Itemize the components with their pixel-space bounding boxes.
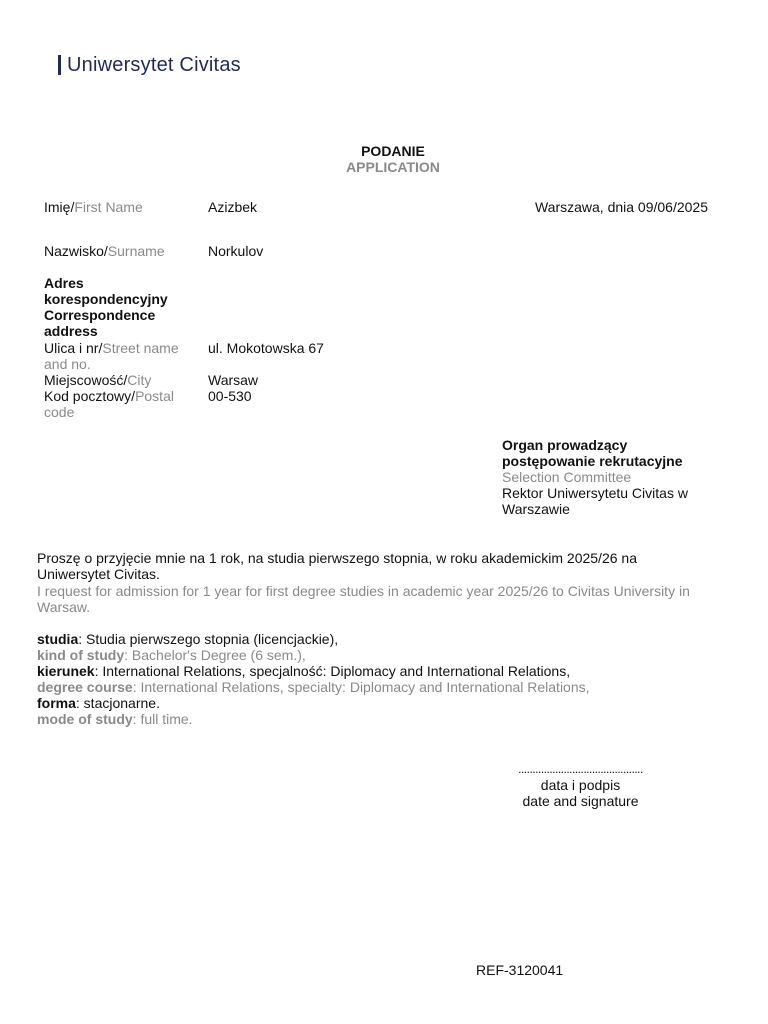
forma-label: forma (37, 695, 76, 711)
forma-line (37, 695, 737, 711)
address-heading (44, 275, 184, 339)
signature-label-en: date and signature (522, 793, 639, 809)
surname-label-en: Surname (107, 243, 165, 259)
organ-heading: Organ prowadzący postępowanie rekrutacyjne (502, 437, 683, 469)
course-value: : International Relations, specialty: Diplomacy and International Relations, (132, 679, 590, 695)
document-title (0, 143, 768, 175)
logo-mark-icon (58, 55, 61, 75)
kind-line (37, 647, 737, 663)
title-en: APPLICATION (346, 159, 440, 175)
city-value: Warsaw (208, 372, 259, 388)
mode-value: : full time. (132, 711, 193, 727)
street-label-en: Street name and no. (44, 340, 179, 372)
first-name-label (44, 199, 196, 215)
city-label (44, 372, 196, 388)
signature-dots: ............................................ (518, 762, 643, 776)
postal-label-en: Postal code (44, 388, 174, 420)
address-heading-pl: Adres korespondencyjny (44, 275, 168, 307)
street-value: ul. Mokotowska 67 (208, 340, 324, 356)
signature-label-pl: data i podpis (540, 777, 621, 793)
kind-label: kind of study (37, 647, 125, 663)
request-en: I request for admission for 1 year for first degree studies in academic year 2025/26 to Civitas University in Warsaw. (37, 583, 690, 615)
postal-value: 00-530 (208, 388, 252, 404)
organ-sub: Selection Committee (502, 469, 632, 485)
city-label-en: City (127, 372, 152, 388)
first-name-label-en: First Name (74, 199, 143, 215)
first-name-label-pl: Imię/ (44, 199, 75, 215)
title-pl: PODANIE (361, 143, 425, 159)
kind-value: : Bachelor's Degree (6 sem.), (124, 647, 306, 663)
studia-value: : Studia pierwszego stopnia (licencjackie), (78, 631, 339, 647)
selection-committee-block (502, 437, 727, 517)
street-label-pl: Ulica i nr/ (44, 340, 103, 356)
logo-text: Uniwersytet Civitas (67, 54, 241, 76)
mode-line (37, 711, 737, 727)
request-pl: Proszę o przyjęcie mnie na 1 rok, na studia pierwszego stopnia, w roku akademickim 2025/26 na Uniwersytet Civitas. (37, 550, 637, 582)
kierunek-line (37, 663, 737, 679)
address-heading-en: Correspondence address (44, 307, 156, 339)
studia-line (37, 631, 737, 647)
organ-name: Rektor Uniwersytetu Civitas w Warszawie (502, 485, 688, 517)
kierunek-label: kierunek (37, 663, 95, 679)
course-label: degree course (37, 679, 133, 695)
surname-label (44, 243, 196, 259)
city-label-pl: Miejscowość/ (44, 372, 128, 388)
kierunek-value: : International Relations, specjalność: Diplomacy and International Relations, (94, 663, 571, 679)
study-details (37, 631, 737, 727)
first-name-value: Azizbek (208, 199, 258, 215)
surname-value: Norkulov (208, 243, 264, 259)
forma-value: : stacjonarne. (75, 695, 160, 711)
university-logo (58, 52, 241, 78)
signature-block (493, 761, 668, 809)
reference-number: REF-3120041 (476, 962, 564, 978)
street-label (44, 340, 194, 372)
postal-label (44, 388, 194, 420)
course-line (37, 679, 737, 695)
postal-label-pl: Kod pocztowy/ (44, 388, 136, 404)
studia-label: studia (37, 631, 79, 647)
surname-label-pl: Nazwisko/ (44, 243, 108, 259)
mode-label: mode of study (37, 711, 133, 727)
date-line: Warszawa, dnia 09/06/2025 (534, 199, 708, 215)
